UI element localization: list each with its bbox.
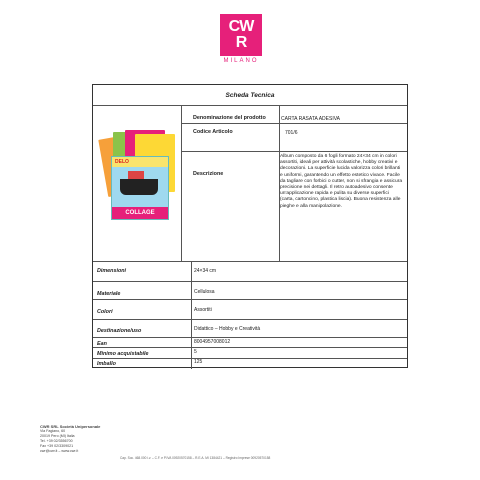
footer-line: Fax +39 02/3309021 xyxy=(40,444,74,448)
footer-line: Via Fagiano, 60 xyxy=(40,429,66,433)
divider xyxy=(181,123,407,124)
divider xyxy=(93,261,407,262)
divider xyxy=(93,299,407,300)
code-value: 701/6 xyxy=(285,130,298,136)
logo-line1: CW xyxy=(228,18,254,35)
row-value: 5 xyxy=(194,349,197,355)
logo-text xyxy=(220,19,262,51)
footer-address xyxy=(40,424,460,454)
footer-line: Tel. +39 02/3556700 xyxy=(40,439,73,443)
divider xyxy=(93,105,407,106)
divider xyxy=(181,151,407,152)
divider xyxy=(191,261,192,369)
company-logo xyxy=(216,14,266,68)
technical-sheet xyxy=(92,84,408,368)
album-label: COLLAGE xyxy=(112,207,168,219)
footer-line: 20019 Pero (MI) Italia xyxy=(40,434,75,438)
album-cover xyxy=(111,156,169,220)
row-value: Didattico – Hobby e Creatività xyxy=(194,326,261,332)
logo-subtitle: MILANO xyxy=(223,58,259,64)
row-label: Ean xyxy=(97,341,107,347)
row-value: 125 xyxy=(194,359,203,365)
divider xyxy=(93,347,407,348)
divider xyxy=(93,337,407,338)
row-value: 8004957008012 xyxy=(194,339,231,345)
row-value: Assortiti xyxy=(194,307,212,313)
boat-hull xyxy=(120,179,158,195)
row-label: Dimensioni xyxy=(97,268,127,274)
desc-value: Album composto da 6 fogli formato 24×34 cm in colori assortiti, ideali per attività scolastiche, hobby creativi e decorazioni. La superficie lucida valorizza colori brillanti e uniformi, garantendo un effetto estetico vivace. Facile da tagliare con forbici o cutter, non si sfrangia e assicura precisione nei dettagli. Il retro autoadesivo consente un'applicazione rapida e pulita su diverse superfici (carta, cartoncino, plastica liscia). Buona resistenza alle pieghe e alla manipolazione. xyxy=(280,154,403,209)
divider xyxy=(93,281,407,282)
row-value: 24×34 cm xyxy=(194,268,217,274)
name-label: Denominazione del prodotto xyxy=(193,115,266,121)
row-label: Imballo xyxy=(97,361,116,367)
desc-label: Descrizione xyxy=(193,171,224,177)
name-value: CARTA RASATA ADESIVA xyxy=(281,116,341,122)
divider xyxy=(93,319,407,320)
sheet-title: Scheda Tecnica xyxy=(225,92,275,99)
row-value: Cellulosa xyxy=(194,289,215,295)
footer-line: cwr@cwr.it – www.cwr.it xyxy=(40,449,79,453)
row-label: Materiale xyxy=(97,291,121,297)
row-label: Destinazione/uso xyxy=(97,328,142,334)
footer-legal: Cap. Soc. 468.000 i.v. – C.F. e P.IVA 00920570158 – R.E.A. MI 1384421 – Registro Imprese 00920570158 xyxy=(120,456,271,460)
logo-line2: R xyxy=(235,34,247,51)
divider xyxy=(181,105,182,261)
divider xyxy=(93,358,407,359)
album-brand: DELO xyxy=(115,159,129,165)
footer-company: CWR SRL Società Unipersonale xyxy=(40,424,101,429)
product-image xyxy=(101,130,177,222)
code-label: Codice Articolo xyxy=(193,129,233,135)
row-label: Colori xyxy=(97,309,113,315)
row-label: Minimo acquistabile xyxy=(97,351,149,357)
